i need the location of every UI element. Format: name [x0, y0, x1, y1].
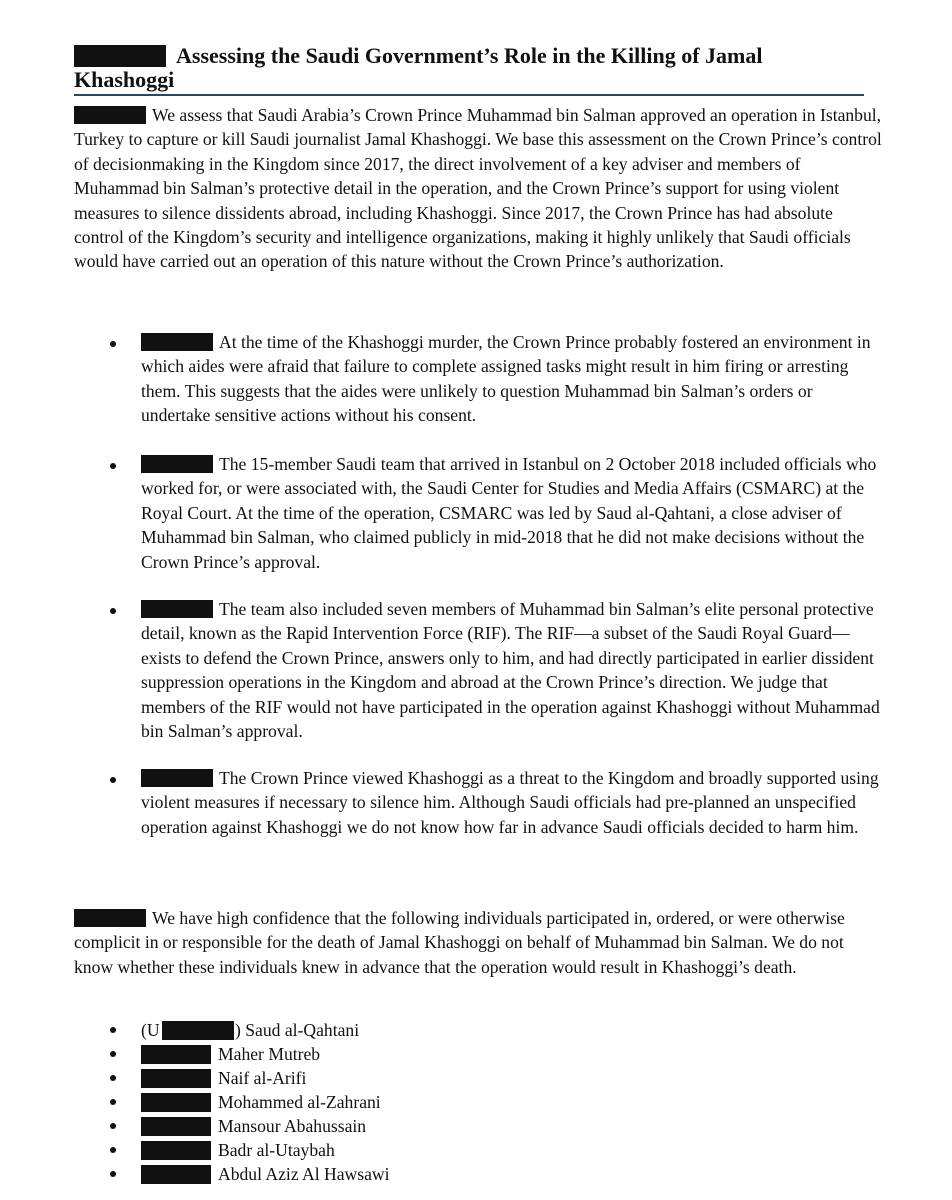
intro-text: We assess that Saudi Arabia’s Crown Prince Muhammad bin Salman approved an operation in Istanbul, Turkey to capture or kill Saudi journalist Jamal Khashoggi. We base this assessment on the Crown Prince’s control of decisionmaking in the Kingdom since 2017, the direct involvement of a key adviser and members of Muhammad bin Salman’s protective detail in the operation, and the Crown Prince’s support for using violent measures to silence dissidents abroad, including Khashoggi. Since 2017, the Crown Prince has had absolute control of the Kingdom’s security and intelligence organizations, making it highly unlikely that Saudi officials would have carried out an operation of this nature without the Crown Prince’s authorization.: [74, 105, 882, 272]
intro-paragraph: [74, 103, 886, 274]
bullet-paragraph-1: [141, 330, 886, 428]
bullet-paragraph-2: [141, 452, 886, 574]
list-item: [0, 1114, 952, 1138]
redaction-block: [141, 1141, 211, 1160]
list-item: [0, 1018, 952, 1042]
redaction-block: [141, 1069, 211, 1088]
redaction-block: [141, 1117, 211, 1136]
individual-name: Mansour Abahussain: [218, 1116, 367, 1136]
list-item: [0, 1138, 952, 1162]
bullet-marker: [110, 1027, 116, 1033]
bullet-marker: [110, 608, 116, 614]
bullet-marker: [110, 1123, 116, 1129]
bullet-marker: [110, 777, 116, 783]
bullet-paragraph-3: [141, 597, 886, 743]
confidence-text: We have high confidence that the following individuals participated in, ordered, or were otherwise complicit in or responsible for the death of Jamal Khashoggi on behalf of Muhammad bin Salman. We do not know whether these individuals knew in advance that the operation would result in Khashoggi’s death.: [74, 908, 845, 977]
bullet-text: The team also included seven members of Muhammad bin Salman’s elite personal protective detail, known as the Rapid Intervention Force (RIF). The RIF—a subset of the Saudi Royal Guard—exists to defend the Crown Prince, answers only to him, and had directly participated in earlier dissident suppression operations in the Kingdom and abroad at the Crown Prince’s direction. We judge that members of the RIF would not have participated in the operation against Khashoggi without Muhammad bin Salman’s approval.: [141, 599, 880, 742]
individual-name: ) Saud al-Qahtani: [235, 1020, 360, 1040]
bullet-marker: [110, 1075, 116, 1081]
individual-name: Mohammed al-Zahrani: [218, 1092, 381, 1112]
list-item: [0, 1066, 952, 1090]
redaction-block: [74, 909, 146, 927]
list-item: [0, 1090, 952, 1114]
redaction-block: [74, 45, 166, 67]
list-item: [0, 1042, 952, 1066]
bullet-paragraph-4: [141, 766, 886, 839]
bullet-text: The 15-member Saudi team that arrived in Istanbul on 2 October 2018 included officials who worked for, or were associated with, the Saudi Center for Studies and Media Affairs (CSMARC) at the Royal Court. At the time of the operation, CSMARC was led by Saud al-Qahtani, a close adviser of Muhammad bin Salman, who claimed publicly in mid-2018 that he did not make decisions without the Crown Prince’s approval.: [141, 454, 877, 572]
redaction-block: [141, 769, 213, 787]
individual-name: Badr al-Utaybah: [218, 1140, 335, 1160]
redaction-block: [141, 1045, 211, 1064]
page-title-text: Assessing the Saudi Government’s Role in the Killing of Jamal Khashoggi: [74, 43, 763, 92]
redaction-block: [141, 1165, 211, 1184]
bullet-marker: [110, 1171, 116, 1177]
bullet-text: The Crown Prince viewed Khashoggi as a threat to the Kingdom and broadly supported using violent measures if necessary to silence him. Although Saudi officials had pre-planned an unspecified operation against Khashoggi we do not know how far in advance Saudi officials decided to harm him.: [141, 768, 879, 837]
classification-prefix: (U: [141, 1020, 160, 1040]
page-title: [74, 44, 864, 94]
list-item: [0, 1162, 952, 1186]
individual-name: Maher Mutreb: [218, 1044, 321, 1064]
redaction-block: [141, 455, 213, 473]
bullet-text: At the time of the Khashoggi murder, the Crown Prince probably fostered an environment in which aides were afraid that failure to complete assigned tasks might result in him firing or arresting them. This suggests that the aides were unlikely to question Muhammad bin Salman’s orders or undertake sensitive actions without his consent.: [141, 332, 871, 426]
bullet-marker: [110, 1099, 116, 1105]
bullet-marker: [110, 341, 116, 347]
bullet-marker: [110, 1147, 116, 1153]
individual-name: Naif al-Arifi: [218, 1068, 307, 1088]
redaction-block: [74, 106, 146, 124]
bullet-marker: [110, 463, 116, 469]
title-bar: [74, 44, 864, 96]
individual-name: Abdul Aziz Al Hawsawi: [218, 1164, 390, 1184]
redaction-block: [141, 1093, 211, 1112]
confidence-paragraph: [74, 906, 886, 979]
redaction-block: [141, 600, 213, 618]
redaction-block: [141, 333, 213, 351]
redaction-block: [162, 1021, 234, 1040]
bullet-marker: [110, 1051, 116, 1057]
